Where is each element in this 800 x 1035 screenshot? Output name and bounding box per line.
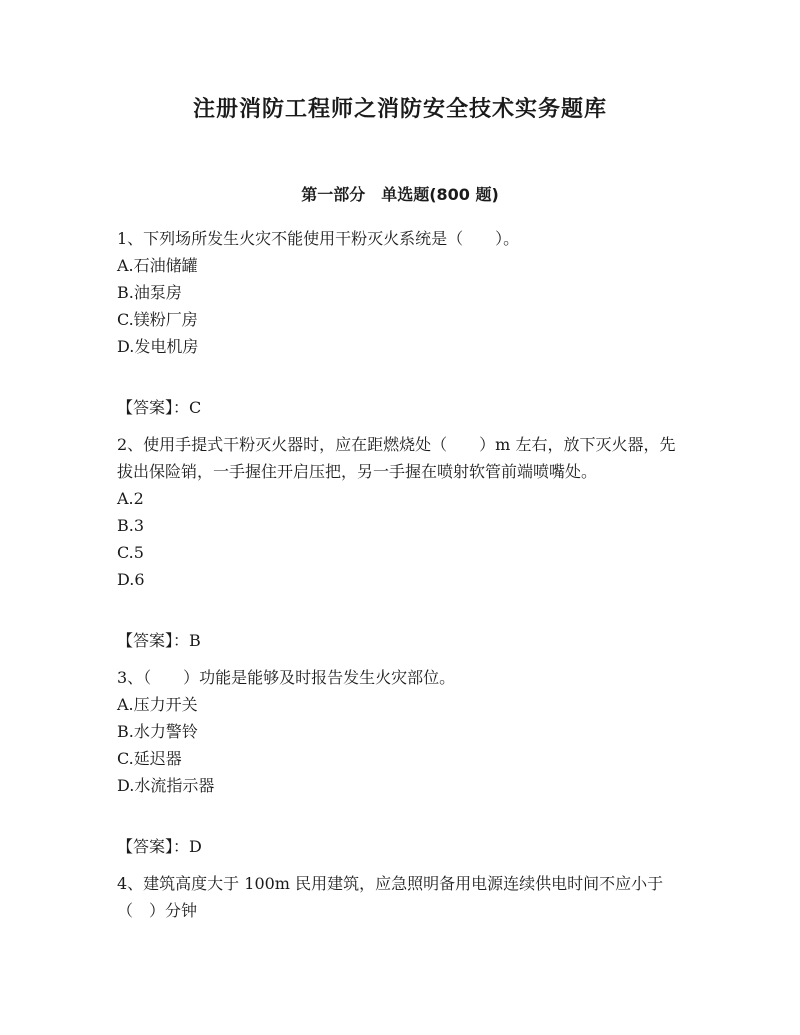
question-item xyxy=(117,431,687,654)
answer-label: 【答案】： xyxy=(117,631,190,650)
question-option: C.5 xyxy=(117,543,144,562)
question-option: C.镁粉厂房 xyxy=(117,310,198,329)
question-option: A.压力开关 xyxy=(117,695,198,714)
question-option: D.发电机房 xyxy=(117,337,199,356)
question-stem: 1、下列场所发生火灾不能使用干粉灭火系统是（ ）。 xyxy=(117,229,520,248)
answer-value: B xyxy=(189,631,201,650)
answer-label: 【答案】： xyxy=(117,837,190,856)
answer-line xyxy=(117,627,687,654)
question-item xyxy=(117,870,687,924)
question-list xyxy=(117,225,687,924)
answer-label: 【答案】： xyxy=(117,398,190,417)
question-stem: 2、使用手提式干粉灭火器时，应在距燃烧处（ ）m 左右，放下灭火器，先拔出保险销，一手握住开启压把，另一手握在喷射软管前端喷嘴处。 xyxy=(117,435,676,481)
question-option: A.石油储罐 xyxy=(117,256,198,275)
page-title: 注册消防工程师之消防安全技术实务题库 xyxy=(192,97,607,122)
answer-line xyxy=(117,833,687,860)
question-item xyxy=(117,225,687,421)
answer-value: D xyxy=(189,837,202,856)
question-option: B.油泵房 xyxy=(117,283,182,302)
question-option: B.3 xyxy=(117,516,145,535)
question-stem: 4、建筑高度大于 100m 民用建筑，应急照明备用电源连续供电时间不应小于（ ）分钟 xyxy=(117,874,664,920)
question-stem: 3、（ ）功能是能够及时报告发生火灾部位。 xyxy=(117,668,456,687)
section-heading: 第一部分 单选题(800 题) xyxy=(301,185,499,204)
question-option: C.延迟器 xyxy=(117,749,182,768)
answer-line xyxy=(117,394,687,421)
question-option: A.2 xyxy=(117,489,144,508)
question-item xyxy=(117,664,687,860)
question-option: B.水力警铃 xyxy=(117,722,198,741)
question-option: D.6 xyxy=(117,570,145,589)
question-option: D.水流指示器 xyxy=(117,776,215,795)
answer-value: C xyxy=(189,398,202,417)
